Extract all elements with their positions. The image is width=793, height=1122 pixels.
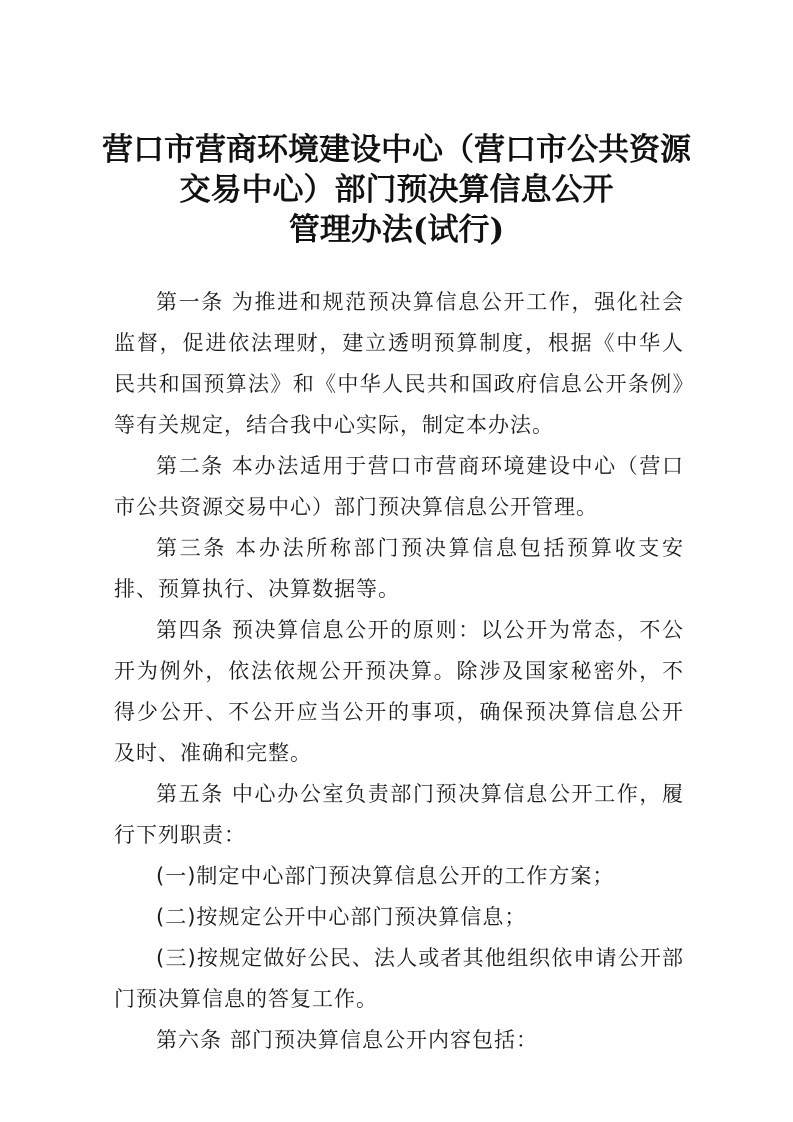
article-text: 本办法所称部门预决算信息包括预算收支安排、预算执行、决算数据等。 [114,536,685,601]
duty-text: (一)制定中心部门预决算信息公开的工作方案； [156,864,615,888]
article-2 [114,446,684,528]
article-text: 预决算信息公开的原则：以公开为常态，不公开为例外，依法依规公开预决算。除涉及国家秘密外，不得少公开、不公开应当公开的事项，确保预决算信息公开及时、准确和完整。 [114,618,685,765]
article-1 [114,282,684,446]
title-line-1: 营口市营商环境建设中心（营口市公共资源 [102,132,691,168]
duty-text: (二)按规定公开中心部门预决算信息； [156,905,527,929]
duty-item-1 [114,856,684,897]
article-number: 第二条 [156,454,224,478]
article-text: 部门预决算信息公开内容包括： [230,1028,538,1052]
document-title [100,130,693,250]
article-number: 第四条 [156,618,224,642]
article-6 [114,1020,684,1061]
article-text: 为推进和规范预决算信息公开工作，强化社会监督，促进依法理财，建立透明预算制度，根据《中华人民共和国预算法》和《中华人民共和国政府信息公开条例》等有关规定，结合我中心实际，制定本办法。 [114,290,685,437]
document-body [114,282,684,1061]
title-line-2: 交易中心）部门预决算信息公开 [179,172,614,208]
article-4 [114,610,684,774]
article-number: 第一条 [156,290,224,314]
article-5 [114,774,684,856]
duty-text: (三)按规定做好公民、法人或者其他组织依申请公开部门预决算信息的答复工作。 [114,946,684,1011]
duty-item-3 [114,938,684,1020]
article-text: 中心办公室负责部门预决算信息公开工作，履行下列职责： [114,782,685,847]
article-number: 第五条 [156,782,224,806]
article-number: 第六条 [156,1028,222,1052]
article-text: 本办法适用于营口市营商环境建设中心（营口市公共资源交易中心）部门预决算信息公开管理。 [114,454,685,519]
duty-item-2 [114,897,684,938]
title-line-3: 管理办法(试行) [288,212,505,248]
article-3 [114,528,684,610]
article-number: 第三条 [156,536,228,560]
